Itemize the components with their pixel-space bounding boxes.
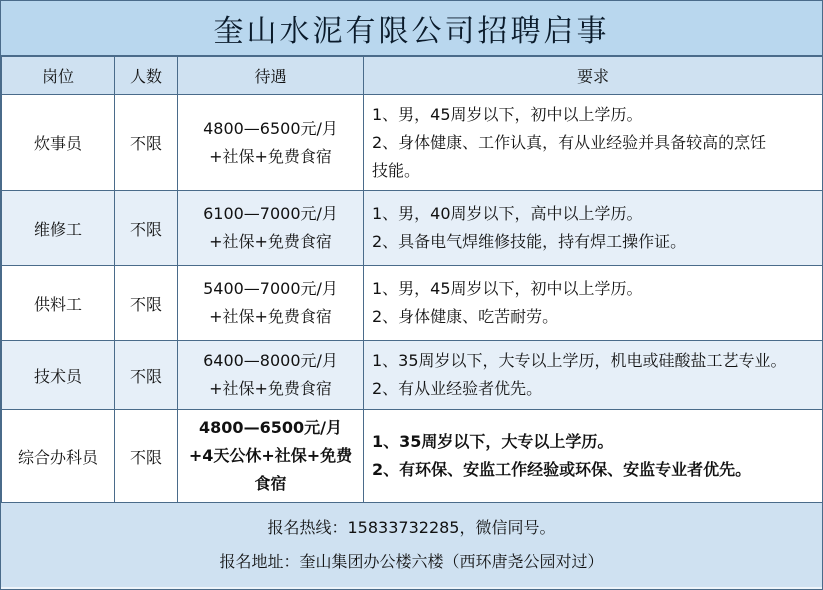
cell-count: 不限: [115, 341, 178, 410]
pay-line: 6400—8000元/月: [203, 351, 338, 370]
registration-hotline: 报名热线：15833732285，微信同号。: [267, 518, 556, 537]
table-row: [2, 410, 823, 503]
cell-requirements: [364, 191, 823, 266]
requirement-line: 1、35周岁以下，大专以上学历，机电或硅酸盐工艺专业。: [372, 351, 787, 370]
pay-line: 食宿: [254, 474, 287, 493]
pay-line: 4800—6500元/月: [203, 118, 338, 138]
requirement-line: 1、男，40周岁以下，高中以上学历。: [372, 204, 643, 223]
cell-position: 综合办科员: [2, 410, 115, 503]
pay-line: 4800—6500元/月: [199, 418, 342, 437]
cell-pay: [178, 95, 364, 191]
requirement-line: 1、男，45周岁以下，初中以上学历。: [372, 104, 643, 124]
pay-line: +社保+免费食宿: [209, 146, 332, 166]
header-pay: 待遇: [178, 57, 364, 95]
cell-pay: [178, 410, 364, 503]
cell-position: 炊事员: [2, 95, 115, 191]
pay-line: 5400—7000元/月: [203, 279, 338, 298]
cell-requirements: [364, 266, 823, 341]
cell-pay: [178, 266, 364, 341]
table-row: [2, 341, 823, 410]
contact-footer: [1, 503, 822, 587]
header-count: 人数: [115, 57, 178, 95]
requirement-line: 2、身体健康、工作认真，有从业经验并具备较高的烹饪: [372, 132, 767, 152]
cell-count: 不限: [115, 266, 178, 341]
pay-line: +4天公休+社保+免费: [188, 446, 353, 465]
cell-count: 不限: [115, 95, 178, 191]
cell-pay: [178, 191, 364, 266]
requirement-line: 2、具备电气焊维修技能，持有焊工操作证。: [372, 232, 687, 251]
requirement-line: 2、身体健康、吃苦耐劳。: [372, 307, 559, 326]
pay-line: +社保+免费食宿: [209, 232, 332, 251]
cell-requirements: [364, 341, 823, 410]
cell-position: 供料工: [2, 266, 115, 341]
table-header-row: [2, 57, 823, 95]
registration-address: 报名地址：奎山集团办公楼六楼（西环唐尧公园对过）: [219, 552, 604, 571]
cell-requirements: [364, 95, 823, 191]
page-title: 奎山水泥有限公司招聘启事: [1, 1, 822, 56]
table-row: [2, 266, 823, 341]
pay-line: +社保+免费食宿: [209, 379, 332, 398]
pay-line: 6100—7000元/月: [203, 204, 338, 223]
table-row: [2, 95, 823, 191]
cell-pay: [178, 341, 364, 410]
cell-count: 不限: [115, 410, 178, 503]
header-requirements: 要求: [364, 57, 823, 95]
jobs-table: [1, 56, 823, 503]
pay-line: +社保+免费食宿: [209, 307, 332, 326]
requirement-line: 2、有环保、安监工作经验或环保、安监专业者优先。: [372, 460, 752, 479]
cell-position: 技术员: [2, 341, 115, 410]
cell-position: 维修工: [2, 191, 115, 266]
requirement-line: 技能。: [372, 160, 421, 180]
header-position: 岗位: [2, 57, 115, 95]
requirement-line: 2、有从业经验者优先。: [372, 379, 543, 398]
requirement-line: 1、35周岁以下，大专以上学历。: [372, 432, 614, 451]
cell-requirements: [364, 410, 823, 503]
cell-count: 不限: [115, 191, 178, 266]
table-row: [2, 191, 823, 266]
requirement-line: 1、男，45周岁以下，初中以上学历。: [372, 279, 643, 298]
